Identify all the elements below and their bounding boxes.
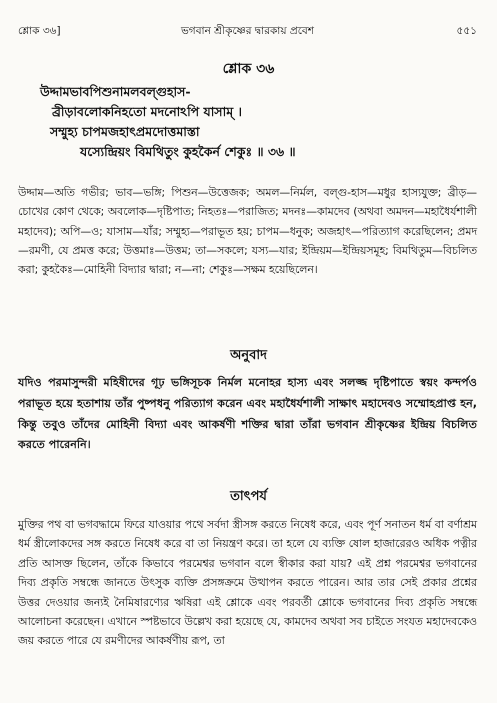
- purport-text: মুক্তির পথ বা ভগবদ্ধামে ফিরে যাওয়ার পথে সর্বদা স্ত্রীসঙ্গ করতে নিষেধ করে, এবং পূর্ণ সনাতন ধর্ম বা বর্ণাশ্রম ধর্ম স্ত্রীলোকদের সঙ্গ করতে নিষেধ করে বা তা নিয়ন্ত্রণ করে। তা হলে যে ব্যক্তি ষোল হাজারেরও অধিক পত্নীর প্রতি আসক্ত ছিলেন, তাঁকে কিভাবে পরমেশ্বর ভগবান বলে স্বীকার করা যায়? এই প্রশ্ন পরমেশ্বর ভগবানের দিব্য প্রকৃতি সম্বন্ধে জানতে উৎসুক ব্যক্তি প্রসঙ্গক্রমে উত্থাপন করতে পারেন। আর তার সেই প্রকার প্রশ্নের উত্তর দেওয়ার জন্যই নৈমিষারণ্যের ঋষিরা এই শ্লোকে এবং পরবর্তী শ্লোকে ভগবানের দিব্য প্রকৃতি সম্বন্ধে আলোচনা করেছেন। এখানে স্পষ্টভাবে উল্লেখ করা হয়েছে যে, কামদেব অথবা সব চাইতে সংযত মহাদেবকেও জয় করতে পারে যে রমণীদের আকর্ষণীয় রূপ, তা: [18, 518, 477, 648]
- page-header: [18, 24, 477, 40]
- verse-line: উদ্দামভাবপিশুনামলবল্গুহাস-: [40, 84, 191, 99]
- translation-text: যদিও পরমাসুন্দরী মহিষীদের গূঢ় ভঙ্গিসূচক নির্মল মনোহর হাস্য এবং সলজ্জ দৃষ্টিপাতে স্বয়ং কন্দর্পও পরাভূত হয়ে হতাশায় তাঁর পুষ্পধনু পরিত্যাগ করেন এবং মহাধৈর্যশালী সাক্ষাৎ মহাদেবও সম্মোহপ্রাপ্ত হন, কিন্তু তবুও তাঁদের মোহিনী বিদ্যা এবং আকর্ষণী শক্তির দ্বারা তাঁরা ভগবান শ্রীকৃষ্ণের ইন্দ্রিয় বিচলিত করতে পারেননি।: [18, 376, 477, 452]
- page-number: ৫৫১: [456, 25, 477, 37]
- word-synonyms: উদ্দাম—অতি গভীর; ভাব—ভঙ্গি; পিশুন—উত্তেজক; অমল—নির্মল, বল্গু-হাস—মধুর হাস্যযুক্ত; ব্রীড়—চোখের কোণ থেকে; অবলোক—দৃষ্টিপাত; নিহতঃ—পরাজিত; মদনঃ—কামদেব (অথবা অমদন—মহাধৈর্যশালী মহাদেব); অপি—ও; যাসাম—যাঁর; সম্মুহ্য—পরাভূত হয়; চাপম—ধনুক; অজহাৎ—পরিত্যাগ করেছিলেন; প্রমদ—রমণী, যে প্রমত্ত করে; উত্তমাঃ—উত্তম; তা—সকলে; যস্য—যার; ইন্দ্রিয়ম—ইন্দ্রিয়সমূহ; বিমথিতুম—বিচলিত করা; কুহকৈঃ—মোহিনী বিদ্যার দ্বারা; ন—না; শেকুঃ—সক্ষম হয়েছিলেন।: [18, 186, 477, 277]
- purport-heading: তাৎপর্য: [230, 489, 267, 504]
- sanskrit-verse: [40, 82, 477, 162]
- header-verse-ref: শ্লোক ৩৬]: [18, 25, 61, 37]
- verse-title: শ্লোক ৩৬: [222, 61, 275, 77]
- translation-heading: অনুবাদ: [230, 348, 267, 363]
- verse-line: যস্যেন্দ্রিয়ং বিমথিতুং কুহকৈর্ন শেকুঃ ॥ ৩৬ ॥: [80, 144, 296, 159]
- verse-line: ব্রীড়াবলোকনিহতো মদনোঽপি যাসাম্ ।: [52, 104, 242, 119]
- header-chapter-title: ভগবান শ্রীকৃষ্ণের দ্বারকায় প্রবেশ: [180, 25, 314, 37]
- verse-line: সম্মুহ্য চাপমজহাৎপ্রমদোত্তমাস্তা: [50, 124, 200, 139]
